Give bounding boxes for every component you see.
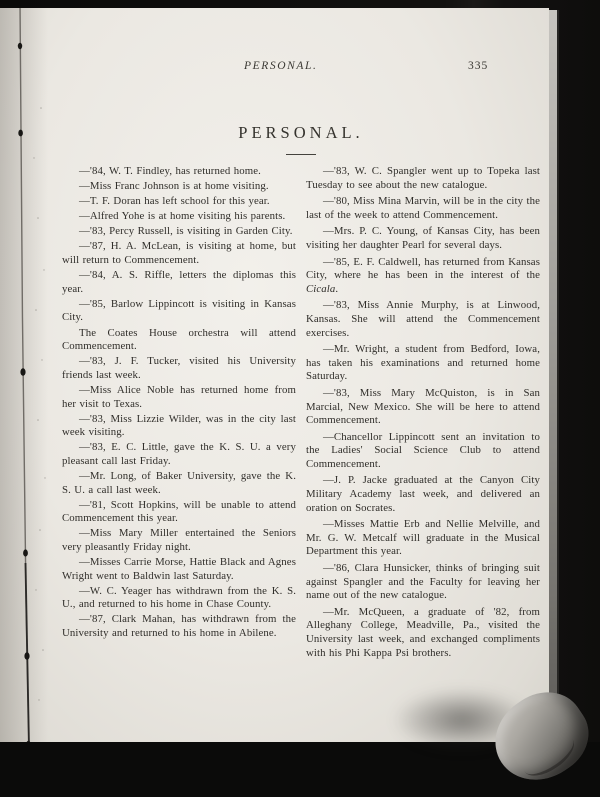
notice-paragraph: —Mr. Long, of Baker University, gave the K. S. U. a call last week.: [62, 469, 296, 496]
notice-paragraph: The Coates House orchestra will attend Commencement.: [62, 326, 296, 353]
notice-paragraph: —'84, A. S. Riffle, letters the diplomas this year.: [62, 269, 296, 295]
page-content: [62, 8, 540, 742]
notice-paragraph: —Miss Franc Johnson is at home visiting.: [79, 180, 269, 193]
notice-paragraph: —Alfred Yohe is at home visiting his parents.: [79, 210, 286, 223]
notice-paragraph: —'80, Miss Mina Marvin, will be in the city the last of the week to attend Commencement.: [306, 195, 540, 221]
notice-paragraph: —J. P. Jacke graduated at the Canyon City Military Academy last week, and delivered an oration on Socrates.: [306, 474, 540, 514]
notice-paragraph: —'84, W. T. Findley, has returned home.: [79, 165, 261, 177]
notice-paragraph: —Mr. Wright, a student from Bedford, Iowa, has taken his examinations and returned home Saturday.: [306, 343, 540, 383]
section-title: PERSONAL.: [238, 123, 364, 142]
notice-paragraph: —Miss Mary Miller entertained the Seniors very pleasantly Friday night.: [62, 527, 296, 553]
notice-paragraph: —'83, Miss Annie Murphy, is at Linwood, Kansas. She will attend the Commencement exercises.: [306, 299, 540, 339]
notice-paragraph: —'83, Miss Lizzie Wilder, was in the city last week visiting.: [62, 412, 296, 439]
notice-paragraph: —Mrs. P. C. Young, of Kansas City, has been visiting her daughter Pearl for several days.: [306, 225, 540, 251]
page-number: 335: [468, 60, 489, 72]
notice-paragraph: —Mr. McQueen, a graduate of '82, from Alleghany College, Meadville, Pa., visited the University last week, and exchanged compliments with his Phi Kappa Psi brothers.: [306, 605, 540, 659]
notice-paragraph: —'85, E. F. Caldwell, has returned from Kansas City, where he has been in the interest of the Cicala.: [306, 255, 540, 295]
book-page: [0, 8, 549, 742]
notice-paragraph: —'83, Miss Mary McQuiston, is in San Marcial, New Mexico. She will be here to attend Commencement.: [306, 386, 540, 427]
notice-paragraph: —'87, H. A. McLean, is visiting at home, but will return to Commencement.: [62, 240, 296, 267]
title-rule: [286, 154, 316, 155]
page-edge-stack: [549, 10, 559, 740]
notice-paragraph: —Chancellor Lippincott sent an invitation to the Ladies' Social Science Club to attend Commencement.: [306, 430, 540, 470]
notice-paragraph: —'86, Clara Hunsicker, thinks of bringing suit against Spangler and the Faculty for leaving her name out of the new catalogue.: [306, 562, 540, 602]
notice-paragraph: —Misses Mattie Erb and Nellie Melville, and Mr. G. W. Metcalf will graduate in the Musical Department this year.: [306, 518, 540, 558]
notice-paragraph: —W. C. Yeager has withdrawn from the K. S. U., and returned to his home in Chase County.: [62, 584, 296, 611]
running-header: [62, 60, 540, 76]
notice-paragraph: —'83, Percy Russell, is visiting in Garden City.: [79, 225, 293, 238]
text-columns: [62, 165, 540, 663]
notice-paragraph: —'85, Barlow Lippincott is visiting in Kansas City.: [62, 297, 296, 324]
notice-paragraph: —Misses Carrie Morse, Hattie Black and Agnes Wright went to Baldwin last Saturday.: [62, 556, 296, 582]
notice-paragraph: —'83, W. C. Spangler went up to Topeka last Tuesday to see about the new catalogue.: [306, 165, 540, 191]
running-header-title: PERSONAL.: [244, 60, 318, 72]
notice-paragraph: —T. F. Doran has left school for this year.: [79, 195, 270, 208]
left-column: [62, 165, 296, 663]
notice-paragraph: —'87, Clark Mahan, has withdrawn from the University and returned to his home in Abilene.: [62, 613, 296, 639]
notice-paragraph: —'83, E. C. Little, gave the K. S. U. a very pleasant call last Friday.: [62, 441, 296, 467]
right-column: [306, 165, 540, 663]
notice-paragraph: —Miss Alice Noble has returned home from her visit to Texas.: [62, 383, 296, 410]
notice-paragraph: —'81, Scott Hopkins, will be unable to attend Commencement this year.: [62, 498, 296, 525]
notice-paragraph: —'83, J. F. Tucker, visited his University friends last week.: [62, 355, 296, 381]
